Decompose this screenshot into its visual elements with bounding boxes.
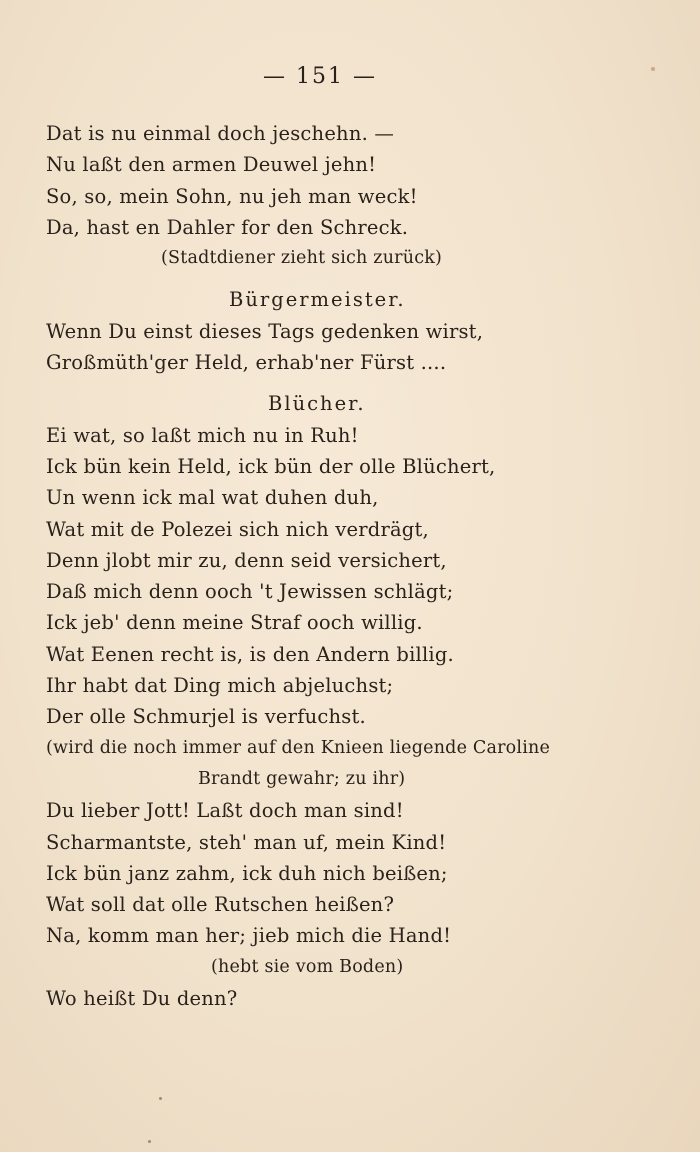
verse-line: Ick bün janz zahm, ick duh nich beißen; bbox=[46, 861, 448, 885]
paper-speck bbox=[651, 67, 655, 71]
verse-line: Scharmantste, steh' man uf, mein Kind! bbox=[46, 830, 447, 854]
verse-line: Großmüth'ger Held, erhab'ner Fürst .... bbox=[46, 351, 447, 375]
paper-speck bbox=[148, 1140, 151, 1143]
verse-line: Dat is nu einmal doch jeschehn. — bbox=[46, 122, 395, 145]
stage-direction: (Stadtdiener zieht sich zurück) bbox=[161, 248, 443, 269]
spacer bbox=[46, 274, 646, 284]
verse-line: Ihr habt dat Ding mich abjeluchst; bbox=[46, 674, 394, 698]
verse-line: Wat mit de Polezei sich nich verdrägt, bbox=[46, 517, 429, 541]
verse-line: So, so, mein Sohn, nu jeh man weck! bbox=[46, 184, 418, 208]
verse-line: Wat Eenen recht is, is den Andern billig. bbox=[46, 642, 454, 666]
verse-line: Wat soll dat olle Rutschen heißen? bbox=[46, 893, 395, 917]
verse-line: Ick jeb' denn meine Straf ooch willig. bbox=[46, 611, 423, 635]
stage-direction: Brandt gewahr; zu ihr) bbox=[198, 768, 406, 789]
verse-line: Ei wat, so laßt mich nu in Ruh! bbox=[46, 423, 359, 447]
verse-line: Der olle Schmurjel is verfuchst. bbox=[46, 705, 366, 729]
spacer bbox=[46, 378, 646, 388]
stage-direction: (wird die noch immer auf den Knieen liegende Caroline bbox=[46, 737, 551, 758]
page-number: — 151 — bbox=[263, 64, 377, 89]
paper-speck bbox=[159, 1097, 162, 1100]
verse-line: Du lieber Jott! Laßt doch man sind! bbox=[46, 799, 404, 823]
verse-line: Ick bün kein Held, ick bün der olle Blüchert, bbox=[46, 454, 496, 478]
speaker-name: Bürgermeister. bbox=[229, 288, 406, 312]
speaker-name: Blücher. bbox=[268, 392, 366, 416]
verse-line: Nu laßt den armen Deuwel jehn! bbox=[46, 153, 377, 177]
verse-line: Un wenn ick mal wat duhen duh, bbox=[46, 486, 379, 510]
text-body bbox=[46, 118, 646, 1014]
verse-line: Da, hast en Dahler for den Schreck. bbox=[46, 215, 409, 239]
stage-direction: (hebt sie vom Boden) bbox=[211, 956, 404, 977]
verse-line: Na, komm man her; jieb mich die Hand! bbox=[46, 924, 452, 948]
verse-line: Wo heißt Du denn? bbox=[46, 987, 238, 1011]
verse-line: Denn jlobt mir zu, denn seid versichert, bbox=[46, 548, 447, 572]
verse-line: Daß mich denn ooch 't Jewissen schlägt; bbox=[46, 580, 454, 604]
verse-line: Wenn Du einst dieses Tags gedenken wirst, bbox=[46, 319, 484, 343]
